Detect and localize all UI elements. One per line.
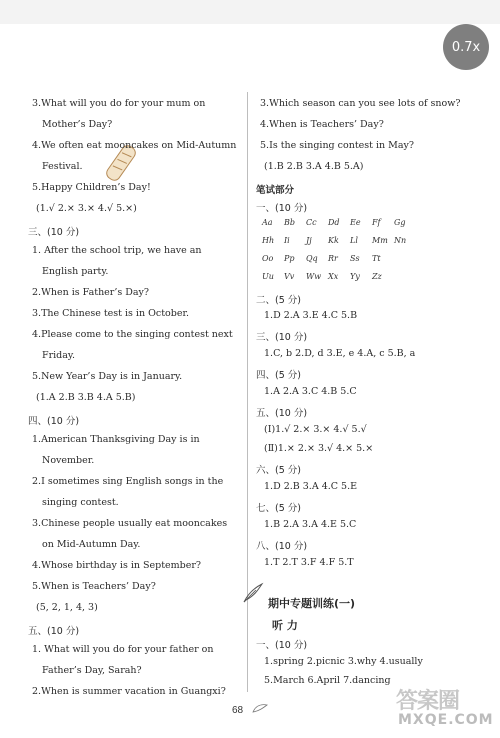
watermark-logo: 答案圈	[396, 689, 460, 714]
answer-line: 2.When is Father’s Day?	[32, 287, 150, 298]
answer-key: (5, 2, 1, 4, 3)	[36, 602, 98, 613]
answer-key: (Ⅰ)1.√ 2.× 3.× 4.√ 5.√	[264, 424, 367, 435]
section-heading: 三、(10 分)	[28, 227, 80, 238]
feather-icon	[242, 582, 264, 604]
answer-line: English party.	[42, 266, 109, 277]
answer-line: 5.When is Teachers’ Day?	[32, 581, 156, 592]
page-number: 68	[232, 705, 244, 716]
answer-key: 1.D 2.B 3.A 4.C 5.E	[264, 481, 358, 492]
answer-key: 1.A 2.A 3.C 4.B 5.C	[264, 386, 357, 397]
handwriting-row: Hh Ii Jj Kk Ll Mm Nn	[262, 236, 407, 245]
answer-line: Father’s Day, Sarah?	[42, 665, 142, 676]
section-heading: 一、(10 分)	[256, 203, 308, 214]
answer-key: (1.B 2.B 3.A 4.B 5.A)	[264, 161, 364, 172]
handwriting-row: Uu Vv Ww Xx Yy Zz	[262, 272, 382, 281]
answer-line: 3.Which season can you see lots of snow?	[260, 98, 461, 109]
answer-line: Festival.	[42, 161, 83, 172]
answer-line: 2.When is summer vacation in Guangxi?	[32, 686, 226, 697]
answer-key: 1.B 2.A 3.A 4.E 5.C	[264, 519, 357, 530]
answer-key: (Ⅱ)1.× 2.× 3.√ 4.× 5.×	[264, 443, 374, 454]
answer-key: 1.T 2.T 3.F 4.F 5.T	[264, 557, 354, 568]
answer-line: 3.Chinese people usually eat mooncakes	[32, 518, 228, 529]
zoom-level-button[interactable]: 0.7x	[443, 24, 489, 70]
answer-key: 5.March 6.April 7.dancing	[264, 675, 391, 686]
leaf-icon	[252, 703, 268, 713]
answer-key: 1.D 2.A 3.E 4.C 5.B	[264, 310, 358, 321]
section-heading: 五、(10 分)	[256, 408, 308, 419]
answer-line: 5.Happy Children’s Day!	[32, 182, 151, 193]
answer-line: 4.We often eat mooncakes on Mid-Autumn	[32, 140, 237, 151]
section-heading: 五、(10 分)	[28, 626, 80, 637]
answer-line: 1. What will you do for your father on	[32, 644, 214, 655]
top-toolbar	[0, 0, 500, 24]
answer-key: (1.√ 2.× 3.× 4.√ 5.×)	[36, 203, 137, 214]
answer-line: 1. After the school trip, we have an	[32, 245, 202, 256]
answer-line: on Mid-Autumn Day.	[42, 539, 141, 550]
answer-line: 5.New Year’s Day is in January.	[32, 371, 183, 382]
answer-line: 1.American Thanksgiving Day is in	[32, 434, 200, 445]
handwriting-row: Aa Bb Cc Dd Ee Ff Gg	[262, 218, 406, 227]
section-heading: 二、(5 分)	[256, 295, 301, 306]
section-heading: 六、(5 分)	[256, 465, 301, 476]
answer-line: 4.Whose birthday is in September?	[32, 560, 202, 571]
handwriting-row: Oo Pp Qq Rr Ss Tt	[262, 254, 381, 263]
section-heading: 一、(10 分)	[256, 640, 308, 651]
answer-line: November.	[42, 455, 95, 466]
section-title: 笔试部分	[256, 185, 295, 196]
answer-line: 3.The Chinese test is in October.	[32, 308, 189, 319]
section-title-listening: 听 力	[272, 619, 298, 632]
answer-line: 5.Is the singing contest in May?	[260, 140, 414, 151]
answer-line: 3.What will you do for your mum on	[32, 98, 206, 109]
section-heading: 三、(10 分)	[256, 332, 308, 343]
section-heading: 八、(10 分)	[256, 541, 308, 552]
answer-line: singing contest.	[42, 497, 119, 508]
answer-key: 1.C, b 2.D, d 3.E, e 4.A, c 5.B, a	[264, 348, 416, 359]
section-heading: 七、(5 分)	[256, 503, 301, 514]
answer-line: Mother’s Day?	[42, 119, 113, 130]
answer-line: 2.I sometimes sing English songs in the	[32, 476, 224, 487]
section-heading: 四、(10 分)	[28, 416, 80, 427]
watermark-url: MXQE.COM	[398, 712, 494, 728]
answer-line: Friday.	[42, 350, 76, 361]
unit-title: 期中专题训练(一)	[268, 597, 356, 610]
answer-line: 4.Please come to the singing contest next	[32, 329, 233, 340]
answer-key: (1.A 2.B 3.B 4.A 5.B)	[36, 392, 136, 403]
answer-line: 4.When is Teachers’ Day?	[260, 119, 384, 130]
answer-key: 1.spring 2.picnic 3.why 4.usually	[264, 656, 423, 667]
section-heading: 四、(5 分)	[256, 370, 301, 381]
